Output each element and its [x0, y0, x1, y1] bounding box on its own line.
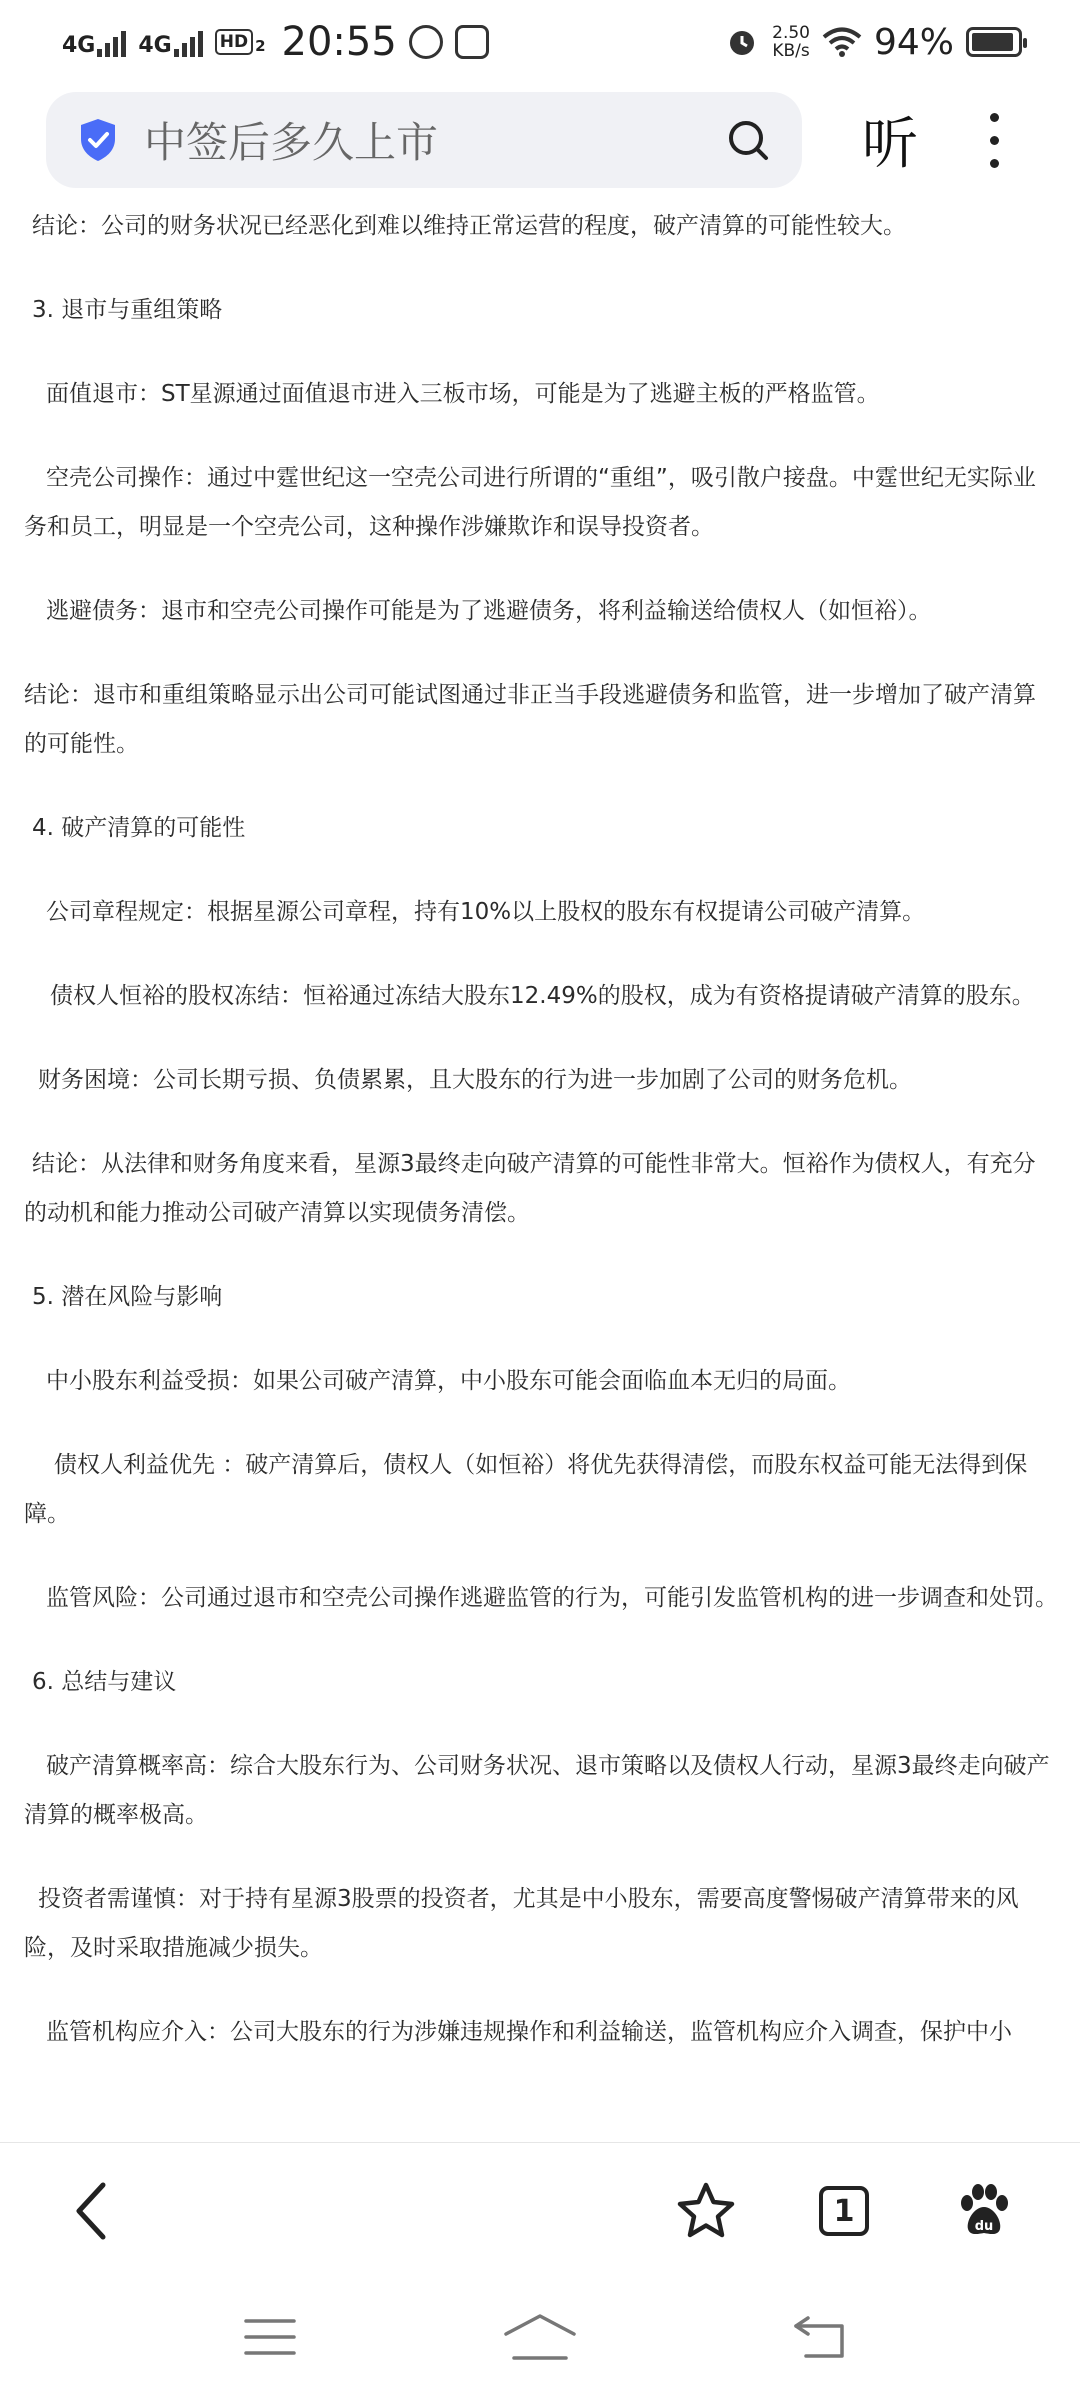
battery-icon: [966, 27, 1022, 57]
paragraph: 财务困境：公司长期亏损、负债累累，且大股东的行为进一步加剧了公司的财务危机。: [38, 1067, 912, 1093]
status-left: [62, 19, 489, 65]
clock: 20:55: [281, 19, 397, 65]
section-heading: 5. 潜在风险与影响: [32, 1284, 223, 1310]
back-arrow-icon[interactable]: [52, 2171, 132, 2251]
paragraph: 债权人利益优先 ：破产清算后，债权人（如恒裕）将优先获得清偿，而股东权益可能无法得到保障。: [24, 1452, 1028, 1527]
paragraph: 破产清算概率高：综合大股东行为、公司财务状况、退市策略以及债权人行动，星源3最终走向破产清算的概率极高。: [24, 1753, 1050, 1828]
section-heading: 6. 总结与建议: [32, 1669, 177, 1695]
search-icon[interactable]: [724, 116, 772, 164]
paragraph: 结论：公司的财务状况已经恶化到难以维持正常运营的程度，破产清算的可能性较大。: [32, 213, 906, 239]
baidu-paw-icon[interactable]: [944, 2171, 1024, 2251]
wifi-icon: [822, 26, 862, 58]
browser-top-bar: [0, 84, 1080, 196]
section-heading: 4. 破产清算的可能性: [32, 815, 246, 841]
signal-icon: [62, 27, 126, 57]
hd-icon: HD 2: [215, 29, 266, 55]
qq-icon: [409, 25, 443, 59]
battery-percent: 94%: [873, 21, 954, 63]
paragraph: 逃避债务：退市和空壳公司操作可能是为了逃避债务，将利益输送给债权人（如恒裕）。: [46, 598, 932, 624]
paragraph: 空壳公司操作：通过中霆世纪这一空壳公司进行所谓的“重组”，吸引散户接盘。中霆世纪无实际业务和员工，明显是一个空壳公司，这种操作涉嫌欺诈和误导投资者。: [24, 465, 1036, 540]
paragraph: 面值退市：ST星源通过面值退市进入三板市场，可能是为了逃避主板的严格监管。: [46, 381, 880, 407]
status-bar: [0, 0, 1080, 84]
signal-icon: [138, 27, 202, 57]
paragraph: 公司章程规定：根据星源公司章程，持有10%以上股权的股东有权提请公司破产清算。: [46, 899, 926, 925]
menu-icon[interactable]: [230, 2302, 310, 2372]
paragraph: 结论：从法律和财务角度来看，星源3最终走向破产清算的可能性非常大。恒裕作为债权人，有充分的动机和能力推动公司破产清算以实现债务清偿。: [24, 1151, 1036, 1226]
svg-text:du: du: [974, 2219, 994, 2234]
section-heading: 3. 退市与重组策略: [32, 297, 223, 323]
bottom-toolbar: [0, 2142, 1080, 2273]
return-icon[interactable]: [780, 2302, 860, 2372]
paragraph: 监管风险：公司通过退市和空壳公司操作逃避监管的行为，可能引发监管机构的进一步调查和处罚。: [46, 1585, 1058, 1611]
paragraph: 监管机构应介入：公司大股东的行为涉嫌违规操作和利益输送，监管机构应介入调查，保护中小: [46, 2019, 1012, 2045]
system-nav-bar: [0, 2272, 1080, 2400]
search-box[interactable]: [46, 92, 802, 188]
article-content: [0, 196, 1080, 2142]
tab-count: 1: [819, 2186, 869, 2236]
network-speed: 2.50 KB/s: [772, 23, 810, 61]
network-type-1: 4G: [62, 33, 96, 58]
network-type-2: 4G: [138, 33, 172, 58]
home-icon[interactable]: [500, 2302, 580, 2372]
more-vertical-icon[interactable]: [990, 113, 999, 168]
star-icon[interactable]: [666, 2171, 746, 2251]
paragraph: 结论：退市和重组策略显示出公司可能试图通过非正当手段逃避债务和监管，进一步增加了破产清算的可能性。: [24, 682, 1036, 757]
search-query[interactable]: 中签后多久上市: [144, 118, 439, 167]
baidu-app-icon: [455, 25, 489, 59]
paragraph: 中小股东利益受损：如果公司破产清算，中小股东可能会面临血本无归的局面。: [46, 1368, 851, 1394]
alarm-icon: [724, 24, 760, 60]
paragraph: 债权人恒裕的股权冻结：恒裕通过冻结大股东12.49%的股权，成为有资格提请破产清算的股东。: [50, 983, 1035, 1009]
shield-icon: [78, 117, 118, 163]
tabs-icon[interactable]: [804, 2171, 884, 2251]
listen-button[interactable]: 听: [862, 112, 918, 177]
status-right: [724, 22, 1022, 63]
paragraph: 投资者需谨慎：对于持有星源3股票的投资者，尤其是中小股东，需要高度警惕破产清算带来的风险，及时采取措施减少损失。: [24, 1886, 1019, 1961]
